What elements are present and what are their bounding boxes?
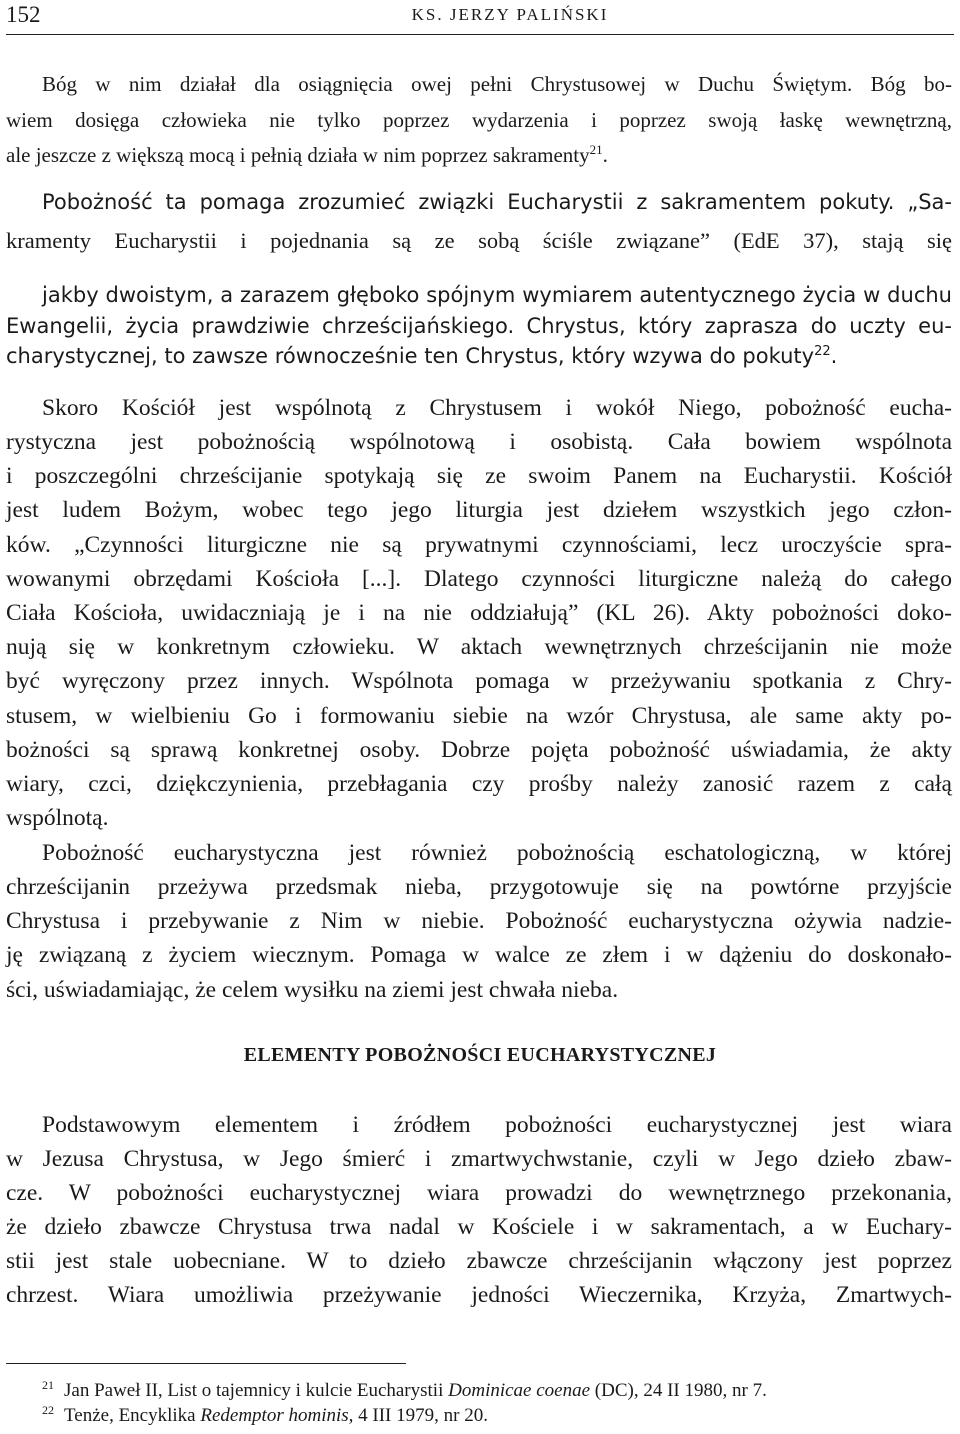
text-line: ści, uświadamiając, że celem wysiłku na ziemi jest chwała nieba. [6, 977, 619, 1003]
text-line: stusem, w wielbieniu Go i formowaniu siebie na wzór Chrystusa, ale same akty po- [6, 703, 952, 729]
text-line: chrześcijanin przeżywa przedsmak nieba, przygotowuje się na powtórne przyjście [6, 874, 952, 900]
running-head: KS. JERZY PALIŃSKI [411, 5, 609, 24]
footnote-text: Jan Paweł II, List o tajemnicy i kulcie Eucharystii [64, 1380, 449, 1401]
text-line: Skoro Kościół jest wspólnotą z Chrystusem i wokół Niego, pobożność eucha- [42, 395, 952, 421]
footnote-title: Dominicae coenae [448, 1380, 591, 1401]
text-line: jakby dwoistym, a zarazem głęboko spójnym wymiarem autentycznego życia w duchu [42, 283, 952, 307]
text-line: jest ludem Bożym, wobec tego jego liturgia jest dziełem wszystkich jego człon- [6, 497, 952, 523]
text-line: Chrystusa i przebywanie z Nim w niebie. Pobożność eucharystyczna ożywia nadzie- [6, 908, 952, 934]
text-line: Ciała Kościoła, uwidaczniają je i na nie oddziałują” (KL 26). Akty pobożności doko- [6, 600, 952, 626]
footnote-separator [6, 1363, 406, 1364]
text-line: że dzieło zbawcze Chrystusa trwa nadal w Kościele i w sakramentach, a w Euchary- [6, 1214, 952, 1240]
text-line: stii jest stale uobecniane. W to dzieło zbawcze chrześcijanin włączony jest poprzez [6, 1248, 952, 1274]
footnote-22 [42, 1402, 488, 1427]
text-line: kramenty Eucharystii i pojednania są ze sobą ściśle związane” (EdE 37), stają się [6, 228, 952, 253]
footnote-text: 4 III 1979, nr 20. [353, 1405, 488, 1426]
footnote-ref: 22 [814, 344, 831, 359]
text-line: bożności są sprawą konkretnej osoby. Dobrze pojęta pobożność uświadamia, że akty [6, 737, 952, 763]
footnote-number: 22 [42, 1402, 54, 1417]
text-line: wspólnotą. [6, 805, 109, 831]
text-line: nują się w konkretnym człowieku. W aktach wewnętrznych chrześcijanin nie może [6, 634, 952, 660]
footnote-ref: 21 [589, 142, 603, 157]
page-header [6, 0, 954, 35]
text-line: ję związaną z życiem wiecznym. Pomaga w walce ze złem i w dążeniu do doskonało- [6, 942, 952, 968]
text-line: wiary, czci, dziękczynienia, przebłagania czy prośby należy zanosić razem z całą [6, 771, 952, 797]
text-line: ków. „Czynności liturgiczne nie są prywatnymi czynnościami, lecz uroczyście spra- [6, 532, 952, 558]
text-line: być wyręczony przez innych. Wspólnota pomaga w przeżywaniu spotkania z Chry- [6, 668, 952, 694]
section-heading: ELEMENTY POBOŻNOŚCI EUCHARYSTYCZNEJ [243, 1044, 717, 1066]
footnote-text: Tenże, Encyklika [64, 1405, 201, 1426]
text-line: Podstawowym elementem i źródłem pobożności eucharystycznej jest wiara [42, 1112, 952, 1138]
text-line: ale jeszcze z większą mocą i pełnią działa w nim poprzez sakramenty$^{21}$. [6, 142, 608, 167]
text-line: Ewangelii, życia prawdziwie chrześcijańskiego. Chrystus, który zaprasza do uczty eu- [6, 314, 952, 338]
page-number: 152 [6, 2, 41, 27]
text-line: rystyczna jest pobożnością wspólnotową i osobistą. Cała bowiem wspólnota [6, 429, 952, 455]
text-line: chrzest. Wiara umożliwia przeżywanie jedności Wieczernika, Krzyża, Zmartwych- [6, 1282, 952, 1308]
text-line: wiem dosięga człowieka nie tylko poprzez wydarzenia i poprzez swoją łaskę wewnętrzną, [6, 108, 952, 132]
footnote-number: 21 [42, 1377, 54, 1392]
text-line: cze. W pobożności eucharystycznej wiara prowadzi do wewnętrznego przekonania, [6, 1180, 952, 1206]
text-line: Bóg w nim działał dla osiągnięcia owej pełni Chrystusowej w Duchu Świętym. Bóg bo- [42, 72, 952, 96]
footnote-text: (DC), 24 II 1980, nr 7. [590, 1380, 767, 1401]
text-line: Pobożność ta pomaga zrozumieć związki Eucharystii z sakramentem pokuty. „Sa- [42, 190, 952, 214]
text-line: w Jezusa Chrystusa, w Jego śmierć i zmartwychwstanie, czyli w Jego dzieło zbaw- [6, 1146, 952, 1172]
text-line: wowanymi obrzędami Kościoła [...]. Dlatego czynności liturgiczne należą do całego [6, 566, 952, 592]
text-line: i poszczególni chrześcijanie spotykają się ze swoim Panem na Eucharystii. Kościół [6, 463, 952, 489]
text-line: Pobożność eucharystyczna jest również pobożnością eschatologiczną, w której [42, 840, 952, 866]
footnote-21 [42, 1377, 767, 1402]
text-line: charystycznej, to zawsze równocześnie ten Chrystus, który wzywa do pokuty$^{22}$. [6, 344, 838, 368]
footnote-title: Redemptor hominis, [200, 1405, 354, 1426]
